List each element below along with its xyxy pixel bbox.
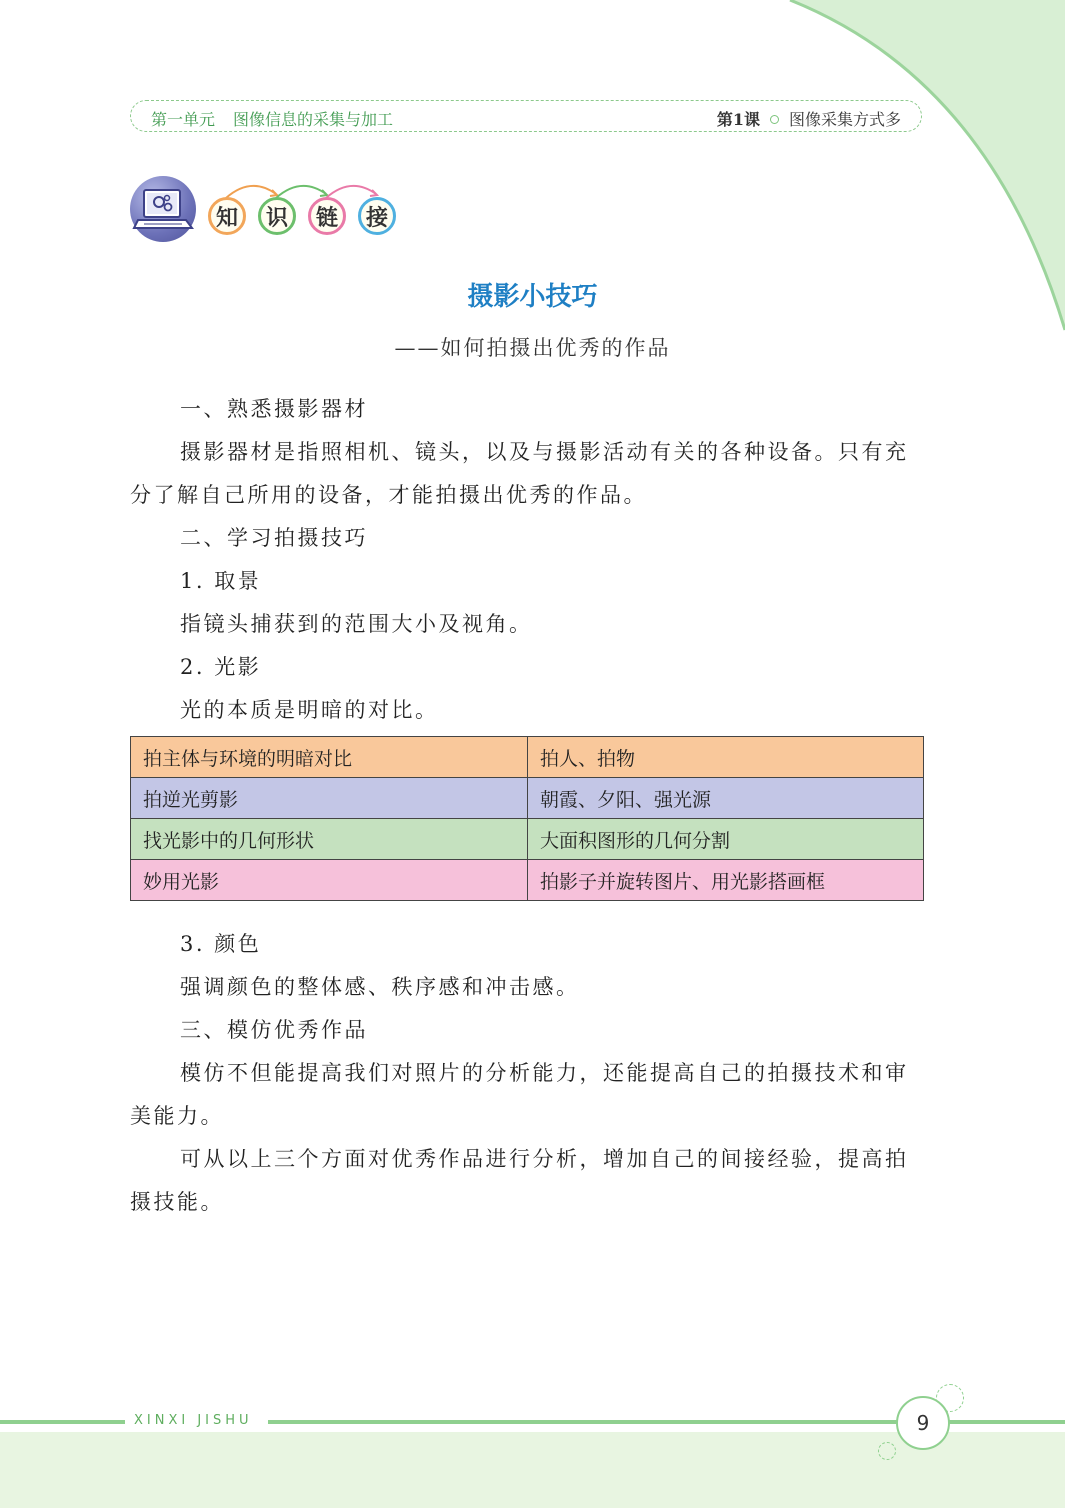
subsection-heading-light: 2. 光影 [180, 655, 262, 679]
table-cell: 朝霞、夕阳、强光源 [528, 778, 924, 819]
section-heading-imitate: 三、模仿优秀作品 [180, 1018, 368, 1042]
table-row [131, 737, 924, 778]
knowledge-char-shi: 识 [258, 197, 296, 235]
table-cell: 妙用光影 [131, 860, 528, 901]
paragraph-line: 美能力。 [130, 1104, 224, 1128]
unit-label: 第一单元 [151, 110, 216, 129]
footer-rule [268, 1420, 898, 1424]
table-cell: 拍逆光剪影 [131, 778, 528, 819]
unit-title: 图像信息的采集与加工 [233, 110, 394, 129]
table-cell: 拍人、拍物 [528, 737, 924, 778]
table-row [131, 778, 924, 819]
knowledge-char-zhi: 知 [208, 197, 246, 235]
section-heading-techniques: 二、学习拍摄技巧 [180, 526, 368, 550]
paragraph-line: 摄技能。 [130, 1190, 224, 1214]
footer-label: XINXI JISHU [130, 1413, 257, 1428]
subsection-heading-color: 3. 颜色 [180, 932, 262, 956]
paragraph-line: 指镜头捕获到的范围大小及视角。 [180, 612, 533, 636]
running-header [130, 100, 922, 132]
light-shadow-table [130, 736, 924, 901]
table-cell: 拍主体与环境的明暗对比 [131, 737, 528, 778]
article-subtitle: ——如何拍摄出优秀的作品 [394, 336, 671, 360]
table-cell: 找光影中的几何形状 [131, 819, 528, 860]
footer-rule [948, 1420, 1065, 1424]
paragraph-line: 分了解自己所用的设备，才能拍摄出优秀的作品。 [130, 483, 647, 507]
table-row [131, 860, 924, 901]
paragraph-line: 摄影器材是指照相机、镜头，以及与摄影活动有关的各种设备。只有充 [180, 440, 909, 464]
footer-rule [0, 1420, 125, 1424]
paragraph-line: 模仿不但能提高我们对照片的分析能力，还能提高自己的拍摄技术和审 [180, 1061, 909, 1085]
paragraph-line: 强调颜色的整体感、秩序感和冲击感。 [180, 975, 580, 999]
subsection-heading-framing: 1. 取景 [180, 569, 262, 593]
section-heading-equipment: 一、熟悉摄影器材 [180, 397, 368, 421]
circle-bullet-icon [770, 115, 779, 124]
lesson-label: 第1课 [716, 110, 760, 129]
page-number: 9 [896, 1396, 950, 1450]
table-row [131, 819, 924, 860]
article-title: 摄影小技巧 [467, 282, 598, 312]
lesson-title: 图像采集方式多 [788, 110, 901, 129]
table-cell: 拍影子并旋转图片、用光影搭画框 [528, 860, 924, 901]
knowledge-link-badge [130, 176, 410, 246]
header-lesson [717, 107, 901, 130]
paragraph-line: 可从以上三个方面对优秀作品进行分析，增加自己的间接经验，提高拍 [180, 1147, 909, 1171]
table-cell: 大面积图形的几何分割 [528, 819, 924, 860]
knowledge-char-jie: 接 [358, 197, 396, 235]
knowledge-char-lian: 链 [308, 197, 346, 235]
bubble-decoration [878, 1442, 896, 1460]
header-unit [151, 107, 393, 130]
paragraph-line: 光的本质是明暗的对比。 [180, 698, 439, 722]
